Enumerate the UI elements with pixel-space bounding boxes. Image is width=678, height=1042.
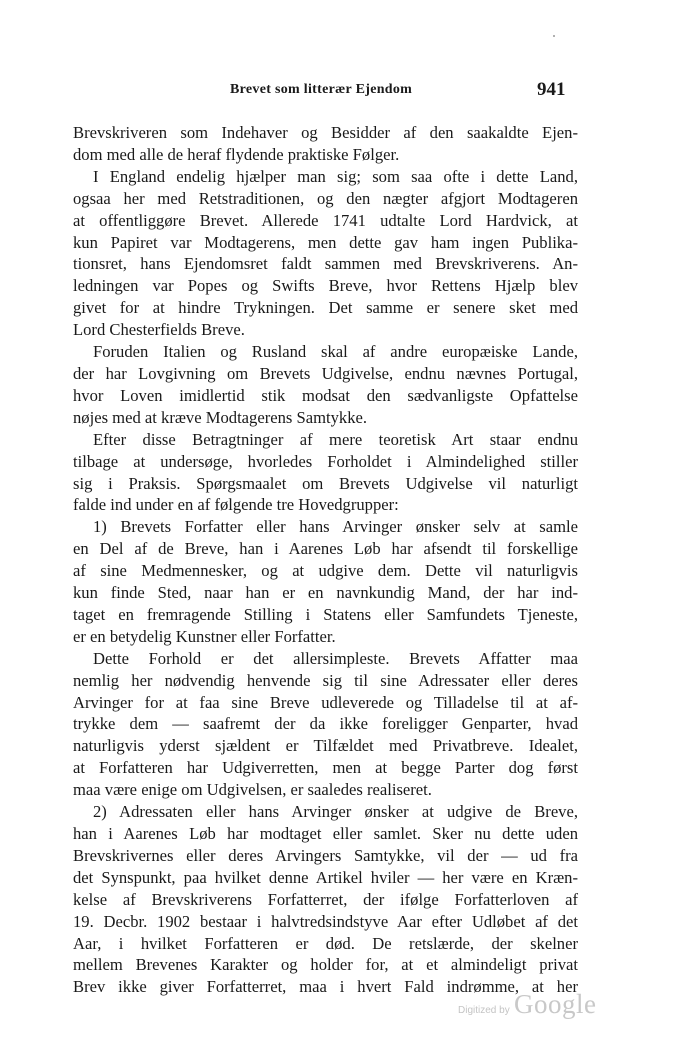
text-line: Brev ikke giver Forfatterret, maa i hvert Fald indrømme, at her	[73, 977, 578, 997]
digitization-watermark	[458, 989, 608, 1023]
text-line: I England endelig hjælper man sig; som saa ofte i dette Land,	[93, 166, 578, 186]
text-line: hvor Loven imidlertid stik modsat den sædvanligste Opfattelse	[73, 385, 578, 405]
text-line: kun finde Sted, naar han er en navnkundig Mand, der har ind-	[73, 583, 578, 603]
text-line: naturligvis yderst sjældent er Tilfældet med Privatbreve. Idealet,	[73, 736, 578, 756]
scan-speck	[553, 35, 555, 37]
text-line: det Synspunkt, paa hvilket denne Artikel hviler — her være en Kræn-	[73, 867, 578, 887]
text-line: 19. Decbr. 1902 bestaar i halvtredsindstyve Aar efter Udløbet af det	[73, 911, 578, 931]
body-text	[73, 122, 578, 998]
text-line: af sine Medmennesker, og at udgive dem. Dette vil naturligvis	[73, 561, 578, 581]
text-line: maa være enige om Udgivelsen, er saaledes realiseret.	[73, 780, 432, 800]
text-line: falde ind under en af følgende tre Hovedgrupper:	[73, 495, 399, 515]
text-line: sig i Praksis. Spørgsmaalet om Brevets Udgivelse vil naturligt	[73, 473, 578, 493]
text-line: Lord Chesterfields Breve.	[73, 320, 245, 340]
text-line: han i Aarenes Løb har modtaget eller samlet. Sker nu dette uden	[73, 824, 578, 843]
text-line: Foruden Italien og Rusland skal af andre europæiske Lande,	[93, 342, 578, 362]
text-line: tionsret, hans Ejendomsret faldt sammen med Brevskriverens. An-	[73, 254, 578, 274]
text-line: taget en fremragende Stilling i Statens eller Samfundets Tjeneste,	[73, 604, 578, 624]
text-line: 1) Brevets Forfatter eller hans Arvinger ønsker selv at samle	[93, 517, 578, 537]
text-line: 2) Adressaten eller hans Arvinger ønsker at udgive de Breve,	[93, 802, 578, 822]
text-line: Aar, i hvilket Forfatteren er død. De retslærde, der skelner	[73, 933, 578, 953]
text-line: ogsaa her med Retstraditionen, og den nægter afgjort Modtageren	[73, 188, 578, 208]
text-line: der har Lovgivning om Brevets Udgivelse, endnu nævnes Portugal,	[73, 363, 578, 383]
page-number: 941	[537, 79, 566, 100]
text-line: Efter disse Betragtninger af mere teoretisk Art staar endnu	[93, 429, 578, 449]
text-line: trykke dem — saafremt der da ikke foreligger Genparter, hvad	[73, 714, 578, 734]
text-line: Brevskrivernes eller deres Arvingers Samtykke, vil der — ud fra	[73, 845, 578, 865]
text-line: dom med alle de heraf flydende praktiske Følger.	[73, 144, 400, 164]
text-line: givet for at hindre Trykningen. Det samme er senere sket med	[73, 298, 578, 318]
text-line: nemlig her nødvendig henvende sig til sine Adressater eller deres	[73, 670, 578, 690]
text-line: at Forfatteren har Udgiverretten, men at begge Parter dog først	[73, 758, 578, 778]
text-line: en Del af de Breve, han i Aarenes Løb har afsendt til forskellige	[73, 539, 578, 559]
text-line: er en betydelig Kunstner eller Forfatter.	[73, 626, 336, 646]
running-title: Brevet som litterær Ejendom	[230, 82, 413, 97]
text-line: mellem Brevenes Karakter og holder for, at et almindeligt privat	[73, 955, 578, 975]
text-line: at offentliggøre Brevet. Allerede 1741 udtalte Lord Hardvick, at	[73, 210, 578, 230]
text-line: kun Papiret var Modtagerens, men dette gav ham ingen Publika-	[73, 232, 578, 252]
running-head	[0, 79, 678, 102]
text-line: tilbage at undersøge, hvorledes Forholdet i Almindelighed stiller	[73, 451, 578, 471]
text-line: ledningen var Popes og Swifts Breve, hvor Rettens Hjælp blev	[73, 276, 578, 296]
text-line: Dette Forhold er det allersimpleste. Brevets Affatter maa	[93, 648, 578, 668]
watermark-logo-google: Google	[514, 989, 597, 1019]
watermark-digitized-by: Digitized by	[458, 1005, 510, 1016]
text-line: Arvinger for at faa sine Breve udleverede og Tilladelse til at af-	[73, 692, 578, 712]
text-line: Brevskriveren som Indehaver og Besidder af den saakaldte Ejen-	[73, 123, 578, 142]
text-line: nøjes med at kræve Modtagerens Samtykke.	[73, 407, 368, 427]
text-line: kelse af Brevskriverens Forfatterret, der ifølge Forfatterloven af	[73, 889, 578, 909]
